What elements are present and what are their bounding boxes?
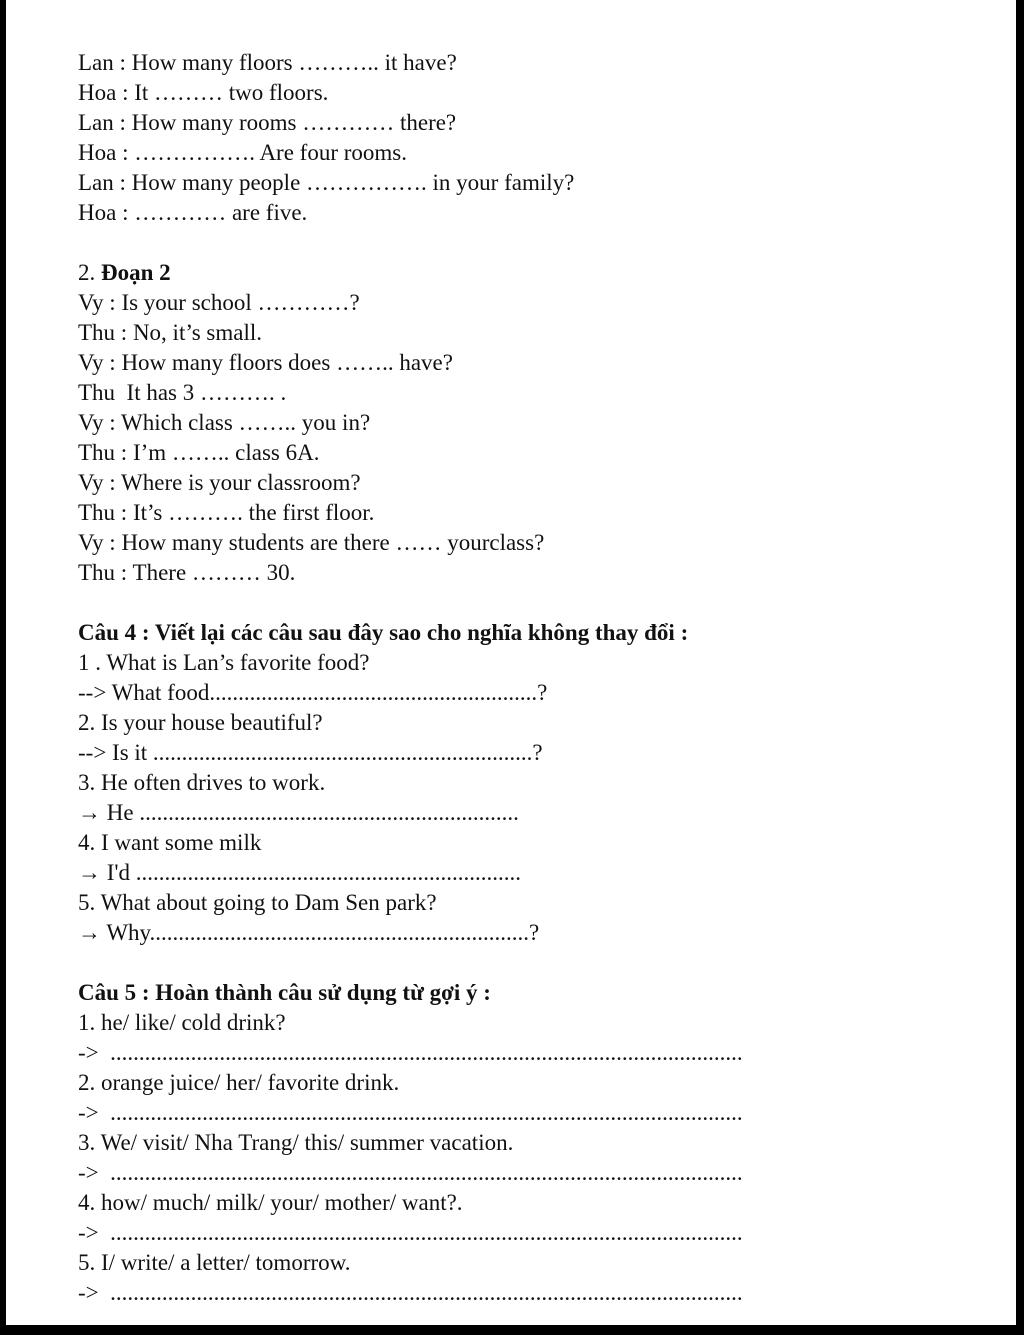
dialogue-line: Thu : It’s ………. the first floor. — [78, 500, 375, 525]
dialogue-line: Thu It has 3 ………. . — [78, 380, 287, 405]
dialogue-1 — [78, 48, 988, 228]
exercise-line: 4. I want some milk — [78, 830, 262, 855]
dialogue-line: Vy : How many students are there …… yourclass? — [78, 530, 545, 555]
spacer — [78, 228, 988, 258]
exercise-line: 2. orange juice/ her/ favorite drink. — [78, 1070, 400, 1095]
dialogue-line: Vy : Where is your classroom? — [78, 470, 361, 495]
dialogue-line: Hoa : ……………. Are four rooms. — [78, 140, 407, 165]
answer-line: -> .............................................................................................................. — [78, 1040, 743, 1065]
cau-4 — [78, 618, 988, 948]
section-2-heading — [78, 258, 988, 288]
heading-number: 2. — [78, 260, 96, 285]
exercise-line: 3. He often drives to work. — [78, 770, 326, 795]
dialogue-line: Lan : How many people ……………. in your family? — [78, 170, 575, 195]
answer-line: → Why..................................................................? — [78, 920, 540, 945]
spacer — [78, 948, 988, 978]
answer-line: --> Is it ..................................................................? — [78, 740, 543, 765]
worksheet-page — [6, 0, 1016, 1325]
cau-5-heading: Câu 5 : Hoàn thành câu sử dụng từ gợi ý : — [78, 980, 491, 1005]
cau-5 — [78, 978, 988, 1308]
answer-line: -> .............................................................................................................. — [78, 1280, 743, 1305]
answer-line: --> What food.........................................................? — [78, 680, 548, 705]
dialogue-line: Thu : There ……… 30. — [78, 560, 296, 585]
dialogue-line: Vy : How many floors does …….. have? — [78, 350, 453, 375]
answer-line: → I'd ................................................................... — [78, 860, 522, 885]
answer-line: → He .................................................................. — [78, 800, 519, 825]
answer-line: -> .............................................................................................................. — [78, 1100, 743, 1125]
answer-line: -> .............................................................................................................. — [78, 1160, 743, 1185]
exercise-line: 4. how/ much/ milk/ your/ mother/ want?. — [78, 1190, 463, 1215]
dialogue-line: Lan : How many rooms ………… there? — [78, 110, 457, 135]
worksheet-content — [78, 48, 988, 1308]
exercise-line: 3. We/ visit/ Nha Trang/ this/ summer vacation. — [78, 1130, 514, 1155]
cau-4-heading: Câu 4 : Viết lại các câu sau đây sao cho nghĩa không thay đổi : — [78, 620, 689, 645]
dialogue-line: Thu : No, it’s small. — [78, 320, 262, 345]
answer-line: -> .............................................................................................................. — [78, 1220, 743, 1245]
dialogue-line: Thu : I’m …….. class 6A. — [78, 440, 320, 465]
dialogue-line: Hoa : ………… are five. — [78, 200, 308, 225]
exercise-line: 5. What about going to Dam Sen park? — [78, 890, 437, 915]
exercise-line: 1 . What is Lan’s favorite food? — [78, 650, 370, 675]
dialogue-line: Vy : Is your school …………? — [78, 290, 360, 315]
heading-title: Đoạn 2 — [101, 260, 171, 285]
exercise-line: 2. Is your house beautiful? — [78, 710, 323, 735]
exercise-line: 5. I/ write/ a letter/ tomorrow. — [78, 1250, 351, 1275]
dialogue-line: Hoa : It ……… two floors. — [78, 80, 329, 105]
exercise-line: 1. he/ like/ cold drink? — [78, 1010, 286, 1035]
dialogue-line: Vy : Which class …….. you in? — [78, 410, 371, 435]
dialogue-line: Lan : How many floors ……….. it have? — [78, 50, 457, 75]
section-2 — [78, 258, 988, 588]
spacer — [78, 588, 988, 618]
